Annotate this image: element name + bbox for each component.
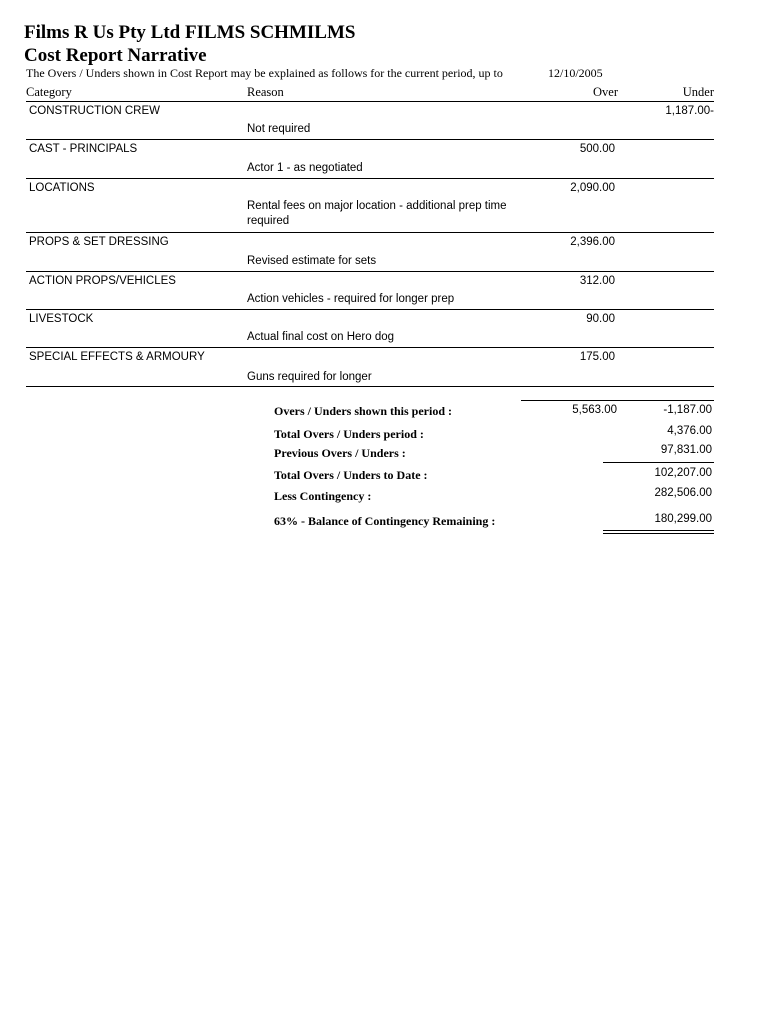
row-category: ACTION PROPS/VEHICLES [29,275,176,287]
summary-top-rule [521,400,714,401]
summary-total-period-value: 4,376.00 [667,425,712,437]
row-divider [26,232,714,233]
row-over: 175.00 [579,351,615,363]
row-under: 1,187.00- [665,105,714,117]
row-reason: Guns required for longer [247,371,372,383]
column-header-under: Under [682,85,714,99]
summary-period-label: Overs / Unders shown this period : [274,404,453,418]
report-title: Cost Report Narrative [24,45,207,66]
row-divider [26,309,714,310]
row-reason: Action vehicles - required for longer prep [247,293,455,305]
column-header-over: Over [593,85,618,99]
row-divider [26,271,714,272]
company-name: Films R Us Pty Ltd FILMS SCHMILMS [24,22,356,43]
summary-previous-label: Previous Overs / Unders : [274,446,406,460]
total-double-rule-bottom [603,533,714,534]
row-category: LIVESTOCK [29,313,94,325]
total-double-rule-top [603,530,714,531]
summary-balance-label: 63% - Balance of Contingency Remaining : [274,514,496,528]
summary-to-date-value: 102,207.00 [654,467,712,479]
row-reason: Revised estimate for sets [247,255,377,267]
row-category: PROPS & SET DRESSING [29,236,169,248]
summary-total-period-label: Total Overs / Unders period : [274,427,424,441]
row-divider [26,178,714,179]
row-over: 312.00 [579,275,615,287]
row-over: 90.00 [586,313,615,325]
row-reason: Rental fees on major location - additional prep time required [247,200,507,227]
row-reason: Not required [247,123,311,135]
summary-balance-value: 180,299.00 [654,513,712,525]
row-category: CAST - PRINCIPALS [29,143,138,155]
column-header-category: Category [26,85,72,99]
row-reason: Actual final cost on Hero dog [247,331,395,343]
summary-contingency-value: 282,506.00 [654,487,712,499]
intro-text: The Overs / Unders shown in Cost Report may be explained as follows for the current period, up to [26,66,503,80]
row-category: CONSTRUCTION CREW [29,105,160,117]
row-divider [26,347,714,348]
header-rule [26,101,714,102]
row-divider [26,139,714,140]
summary-contingency-label: Less Contingency : [274,489,372,503]
row-over: 2,396.00 [570,236,615,248]
row-category: SPECIAL EFFECTS & ARMOURY [29,351,205,363]
summary-period-over: 5,563.00 [572,404,617,416]
column-header-reason: Reason [247,85,284,99]
summary-previous-value: 97,831.00 [660,444,712,456]
summary-period-under: -1,187.00 [663,404,712,416]
row-divider [26,386,714,387]
row-over: 500.00 [579,143,615,155]
row-category: LOCATIONS [29,182,95,194]
row-reason: Actor 1 - as negotiated [247,162,363,174]
report-date: 12/10/2005 [548,66,603,80]
subtotal-rule [603,462,714,463]
row-over: 2,090.00 [570,182,615,194]
summary-to-date-label: Total Overs / Unders to Date : [274,468,428,482]
